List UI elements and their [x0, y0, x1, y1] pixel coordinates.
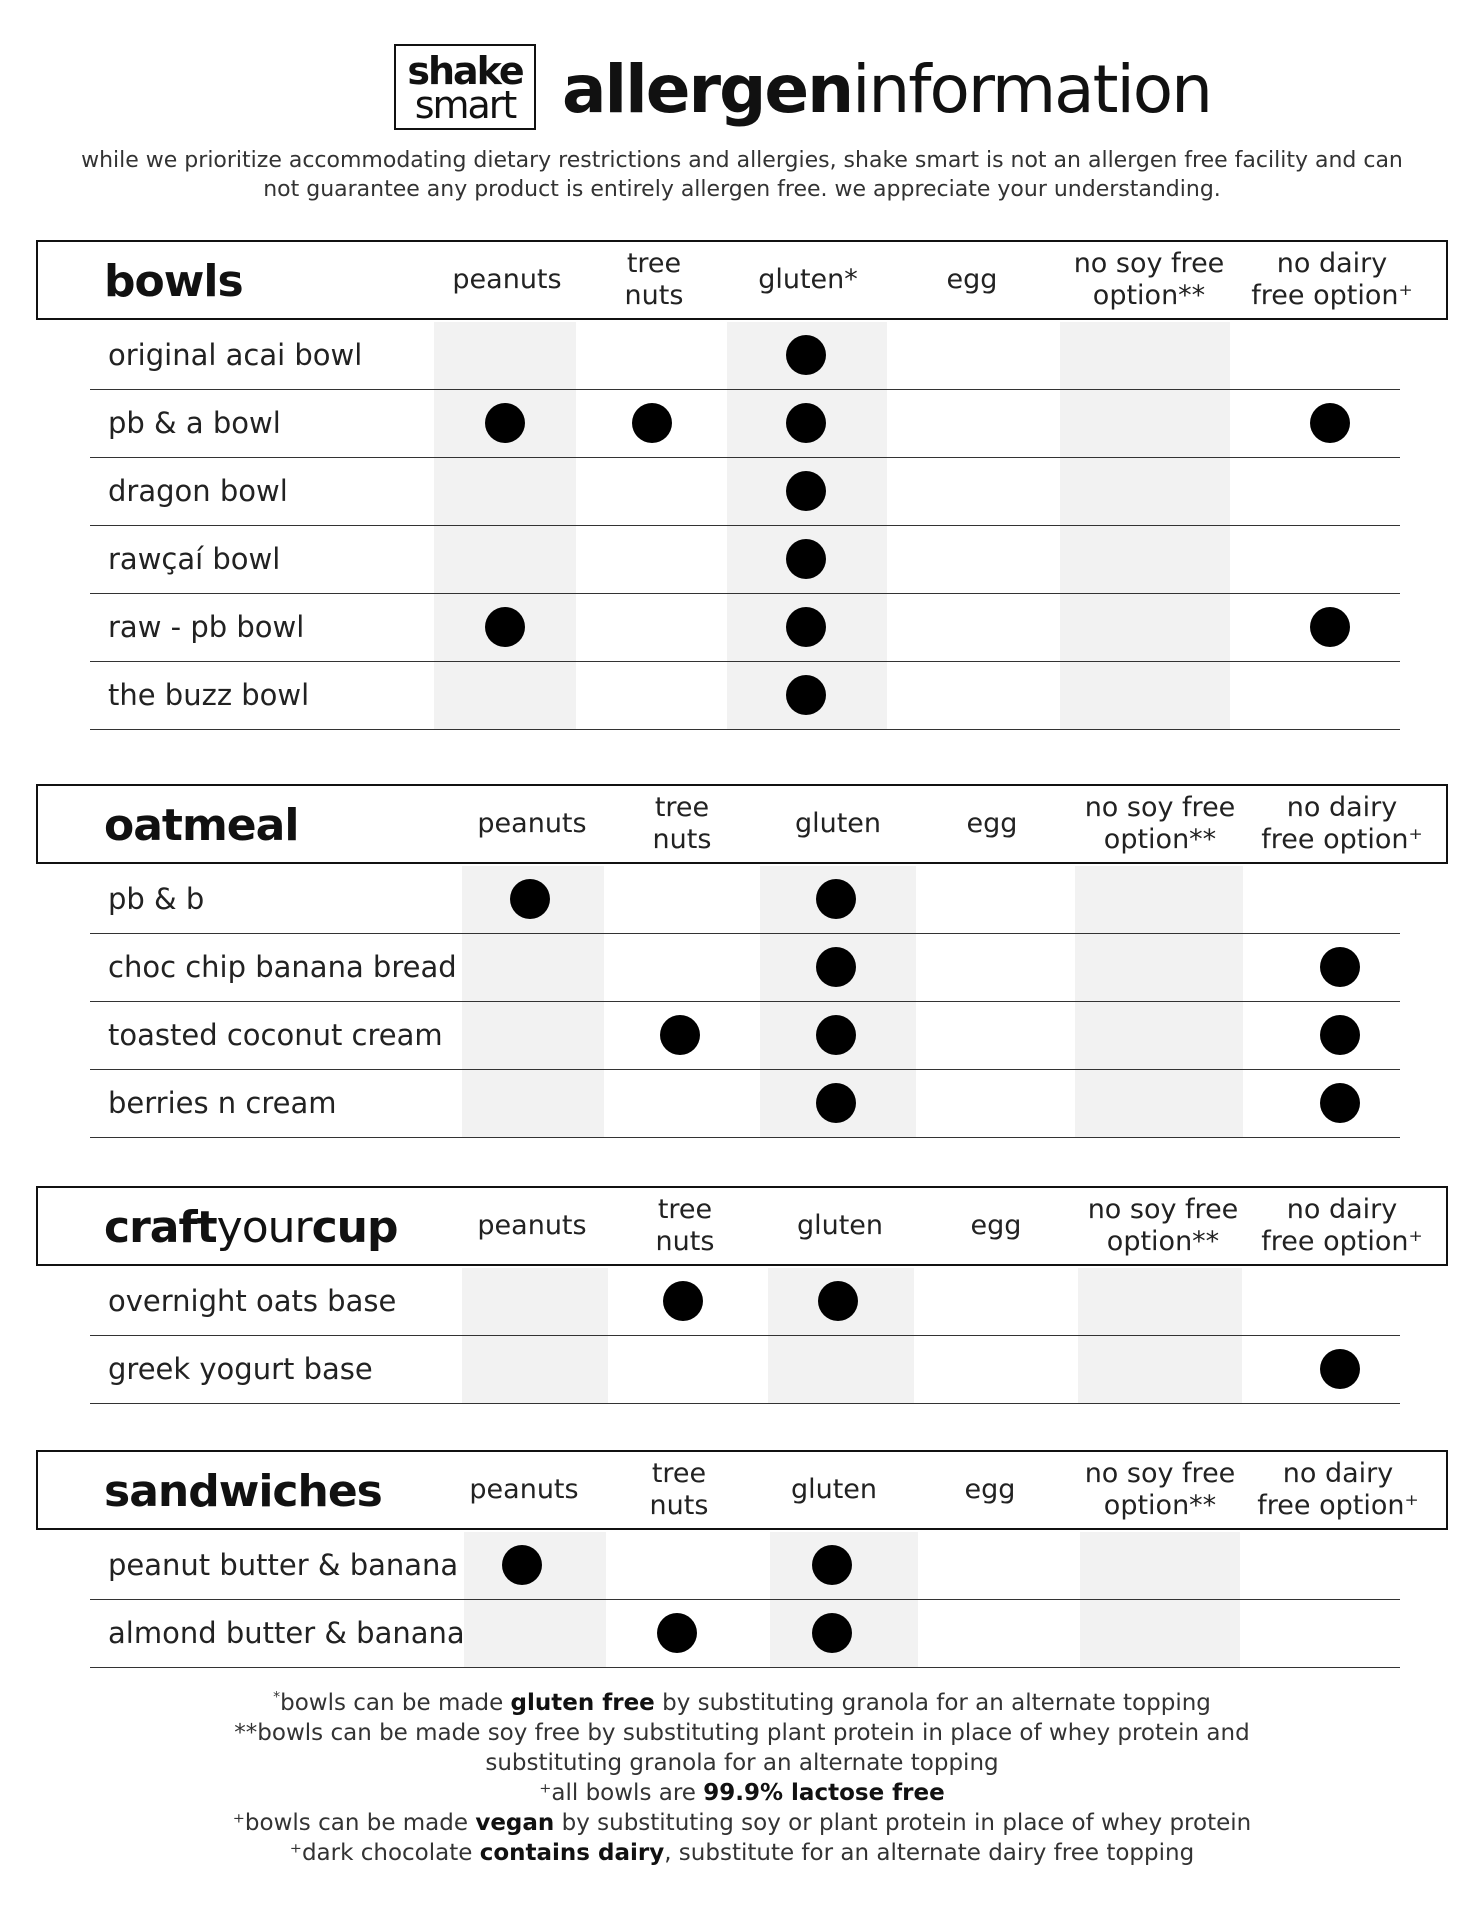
column-header-egg: egg	[966, 808, 1018, 839]
table-row	[90, 1268, 1400, 1336]
footnote-gluten: *bowls can be made gluten free by substituting granola for an alternate topping	[273, 1689, 1211, 1716]
allergen-dot-tree-nuts	[663, 1281, 703, 1321]
page-title: allergeninformation	[562, 51, 1212, 128]
allergen-dot-gluten	[786, 403, 826, 443]
table-row	[90, 1532, 1400, 1600]
section-title: bowls	[104, 256, 243, 307]
allergen-dot-gluten	[786, 675, 826, 715]
column-header-no-dairy-free-option: no dairy free option⁺	[1257, 1458, 1419, 1521]
item-name: overnight oats base	[108, 1284, 397, 1318]
column-header-gluten: gluten	[790, 1474, 878, 1505]
allergen-dot-no-dairy-free-option	[1320, 1083, 1360, 1123]
column-header-gluten: gluten	[794, 808, 882, 839]
item-name: almond butter & banana	[108, 1616, 465, 1650]
table-row	[90, 866, 1400, 934]
section-title: sandwiches	[104, 1466, 382, 1517]
column-header-egg: egg	[964, 1474, 1016, 1505]
item-name: rawçaí bowl	[108, 542, 281, 576]
item-name: berries n cream	[108, 1086, 337, 1120]
item-name: pb & a bowl	[108, 406, 281, 440]
table-row	[90, 662, 1400, 730]
table-row	[90, 390, 1400, 458]
section-header	[36, 240, 1448, 320]
intro-disclaimer: while we prioritize accommodating dietary restrictions and allergies, shake smart is not an allergen free facility and can not guarantee any product is entirely allergen free. we appreciate your understanding.	[81, 148, 1403, 202]
table-row	[90, 1002, 1400, 1070]
column-header-no-soy-free-option: no soy free option**	[1084, 792, 1236, 855]
allergen-dot-tree-nuts	[660, 1015, 700, 1055]
allergen-dot-gluten	[816, 1015, 856, 1055]
column-header-egg: egg	[946, 264, 998, 295]
allergen-dot-gluten	[816, 947, 856, 987]
column-header-tree-nuts: tree nuts	[655, 1194, 715, 1257]
column-header-peanuts: peanuts	[469, 1474, 579, 1505]
table-row	[90, 322, 1400, 390]
table-row	[90, 458, 1400, 526]
column-header-no-dairy-free-option: no dairy free option⁺	[1261, 792, 1423, 855]
column-header-peanuts: peanuts	[452, 264, 562, 295]
allergen-dot-no-dairy-free-option	[1320, 1015, 1360, 1055]
footnote-soy: **bowls can be made soy free by substituting plant protein in place of whey protein and substituting granola for an alternate topping	[234, 1720, 1250, 1776]
item-name: toasted coconut cream	[108, 1018, 443, 1052]
column-header-no-soy-free-option: no soy free option**	[1087, 1194, 1239, 1257]
table-row	[90, 1336, 1400, 1404]
sandwiches-section	[0, 1450, 1484, 1670]
item-name: dragon bowl	[108, 474, 288, 508]
allergen-dot-no-dairy-free-option	[1310, 607, 1350, 647]
table-row	[90, 1600, 1400, 1668]
column-header-peanuts: peanuts	[477, 1210, 587, 1241]
footnote-vegan: ⁺bowls can be made vegan by substituting soy or plant protein in place of whey protein	[232, 1810, 1252, 1836]
column-header-tree-nuts: tree nuts	[652, 792, 712, 855]
section-header	[36, 784, 1448, 864]
section-title: craftyourcup	[104, 1202, 398, 1253]
allergen-dot-gluten	[812, 1545, 852, 1585]
allergen-dot-gluten	[786, 607, 826, 647]
section-header	[36, 1450, 1448, 1530]
column-header-no-dairy-free-option: no dairy free option⁺	[1261, 1194, 1423, 1257]
section-title: oatmeal	[104, 800, 299, 851]
column-header-no-dairy-free-option: no dairy free option⁺	[1251, 248, 1413, 311]
shake-smart-logo: shake smart	[394, 44, 536, 130]
table-row	[90, 1070, 1400, 1138]
column-header-no-soy-free-option: no soy free option**	[1073, 248, 1225, 311]
table-row	[90, 934, 1400, 1002]
column-header-peanuts: peanuts	[477, 808, 587, 839]
item-name: choc chip banana bread	[108, 950, 457, 984]
allergen-dot-gluten	[816, 1083, 856, 1123]
item-name: original acai bowl	[108, 338, 363, 372]
section-header	[36, 1186, 1448, 1266]
allergen-dot-no-dairy-free-option	[1310, 403, 1350, 443]
footnote-lactose: ⁺all bowls are 99.9% lactose free	[539, 1780, 945, 1806]
craft-your-cup-section	[0, 1186, 1484, 1406]
item-name: greek yogurt base	[108, 1352, 373, 1386]
table-row	[90, 526, 1400, 594]
column-header-gluten: gluten*	[758, 264, 858, 295]
allergen-dot-gluten	[816, 879, 856, 919]
allergen-dot-peanuts	[485, 403, 525, 443]
allergen-dot-gluten	[812, 1613, 852, 1653]
allergen-dot-tree-nuts	[657, 1613, 697, 1653]
column-header-tree-nuts: tree nuts	[624, 248, 684, 311]
item-name: peanut butter & banana	[108, 1548, 459, 1582]
column-header-tree-nuts: tree nuts	[649, 1458, 709, 1521]
allergen-dot-gluten	[818, 1281, 858, 1321]
allergen-dot-peanuts	[485, 607, 525, 647]
oatmeal-section	[0, 784, 1484, 1144]
allergen-dot-no-dairy-free-option	[1320, 947, 1360, 987]
column-header-no-soy-free-option: no soy free option**	[1084, 1458, 1236, 1521]
allergen-dot-no-dairy-free-option	[1320, 1349, 1360, 1389]
bowls-section	[0, 240, 1484, 740]
allergen-dot-gluten	[786, 335, 826, 375]
allergen-dot-gluten	[786, 471, 826, 511]
footnote-dark-chocolate: ⁺dark chocolate contains dairy, substitute for an alternate dairy free topping	[289, 1840, 1195, 1866]
footnotes	[60, 1688, 1424, 1868]
column-header-egg: egg	[970, 1210, 1022, 1241]
item-name: the buzz bowl	[108, 678, 310, 712]
page-header	[0, 44, 1484, 136]
table-row	[90, 594, 1400, 662]
allergen-dot-tree-nuts	[632, 403, 672, 443]
allergen-dot-gluten	[786, 539, 826, 579]
allergen-dot-peanuts	[502, 1545, 542, 1585]
item-name: raw - pb bowl	[108, 610, 305, 644]
allergen-dot-peanuts	[510, 879, 550, 919]
item-name: pb & b	[108, 882, 205, 916]
column-header-gluten: gluten	[796, 1210, 884, 1241]
